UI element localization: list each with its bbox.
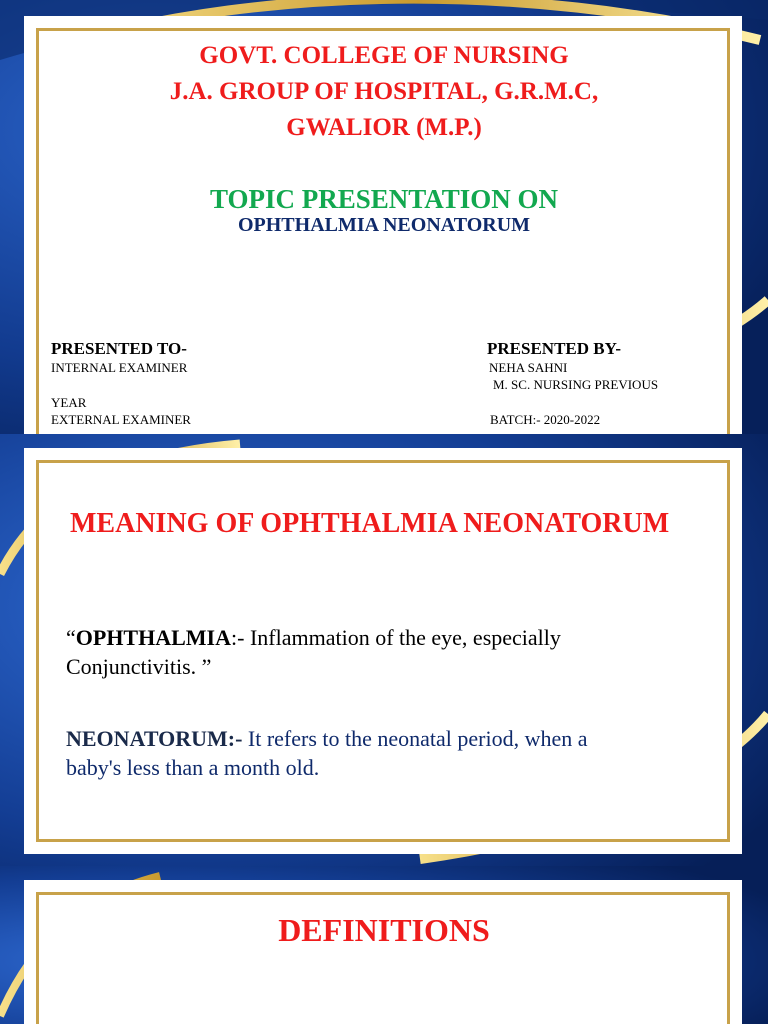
hospital-name: J.A. GROUP OF HOSPITAL, G.R.M.C, xyxy=(169,78,599,105)
internal-examiner: INTERNAL EXAMINER xyxy=(51,360,188,375)
presented-by-heading: PRESENTED BY- xyxy=(487,339,621,358)
college-name: GOVT. COLLEGE OF NURSING xyxy=(199,42,569,69)
open-quote: “ xyxy=(66,625,76,650)
slide-meaning xyxy=(0,434,768,866)
definition-ophthalmia xyxy=(66,623,561,681)
topic-name: OPHTHALMIA NEONATORUM xyxy=(237,214,531,236)
slide-title xyxy=(0,0,768,434)
slide-title: DEFINITIONS xyxy=(278,912,490,948)
ophthalmia-text-1: Inflammation of the eye, especially xyxy=(249,625,561,650)
presented-to-heading: PRESENTED TO- xyxy=(51,339,187,358)
slide-title: MEANING OF OPHTHALMIA NEONATORUM xyxy=(70,508,670,539)
presenter-course: M. SC. NURSING PREVIOUS xyxy=(493,377,659,392)
separator: :- xyxy=(231,625,250,650)
term-neonatorum: NEONATORUM:- xyxy=(66,726,248,751)
location: GWALIOR (M.P.) xyxy=(286,114,482,141)
ophthalmia-text-2: Conjunctivitis. ” xyxy=(66,654,212,679)
presenter-batch: BATCH:- 2020-2022 xyxy=(490,412,601,427)
definition-neonatorum xyxy=(66,724,588,782)
year-text: YEAR xyxy=(51,395,87,410)
neonatorum-text-1: It refers to the neonatal period, when a xyxy=(247,726,588,751)
neonatorum-text-2: baby's less than a month old. xyxy=(66,755,320,780)
term-ophthalmia: OPHTHALMIA xyxy=(75,625,231,650)
presenter-name: NEHA SAHNI xyxy=(489,360,568,375)
topic-heading: TOPIC PRESENTATION ON xyxy=(209,184,559,214)
slide-definitions xyxy=(0,866,768,1024)
external-examiner: EXTERNAL EXAMINER xyxy=(51,412,191,427)
